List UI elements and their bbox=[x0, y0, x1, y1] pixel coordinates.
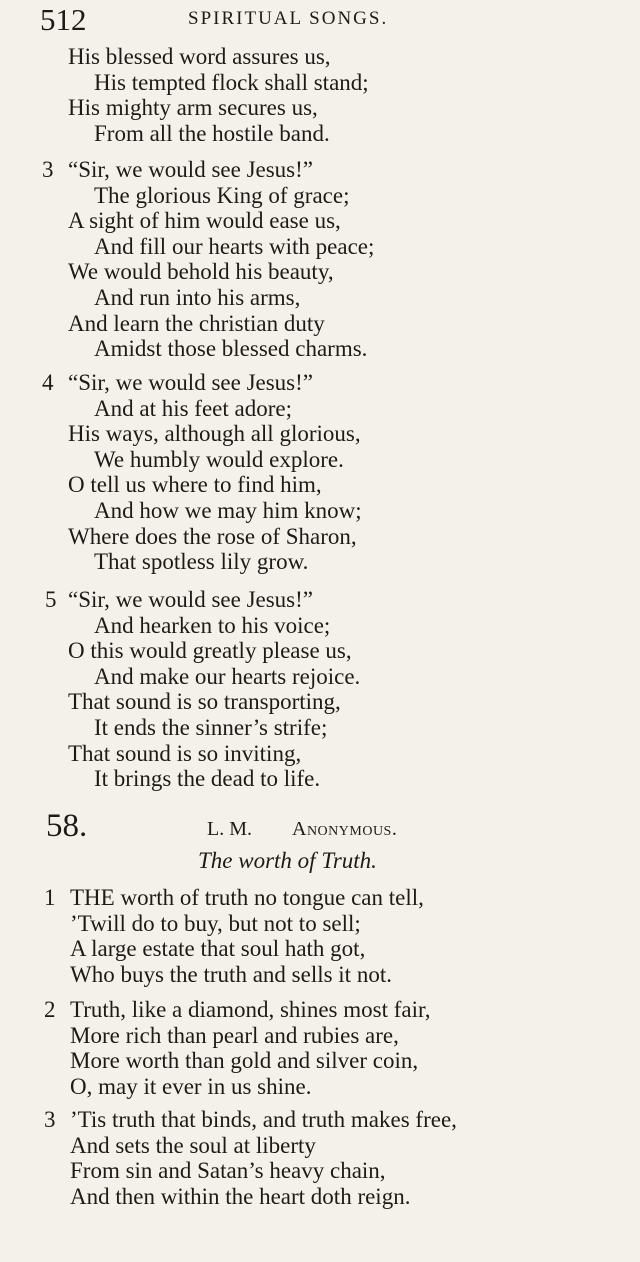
verse-line: More rich than pearl and rubies are, bbox=[70, 1022, 399, 1048]
verse-line: Truth, like a diamond, shines most fair, bbox=[70, 997, 431, 1022]
page-header bbox=[40, 2, 600, 38]
verse-line: ’Tis truth that binds, and truth makes free, bbox=[70, 1107, 457, 1132]
verse-line: And sets the soul at liberty bbox=[70, 1132, 316, 1158]
verse-line: His blessed word assures us, bbox=[68, 44, 331, 69]
verse-line: From all the hostile band. bbox=[94, 120, 330, 146]
verse-line: And run into his arms, bbox=[94, 284, 301, 310]
verse-line: That sound is so transporting, bbox=[68, 689, 341, 715]
verse-line: And hearken to his voice; bbox=[94, 612, 331, 638]
verse-line: And at his feet adore; bbox=[94, 395, 292, 421]
hymn-meter: L. M. bbox=[207, 818, 252, 840]
verse-line: The glorious King of grace; bbox=[94, 182, 350, 208]
verse-line: “Sir, we would see Jesus!” bbox=[68, 157, 313, 182]
verse-line: We would behold his beauty, bbox=[68, 259, 334, 285]
verse-line: ’Twill do to buy, but not to sell; bbox=[70, 910, 361, 936]
verse-line: “Sir, we would see Jesus!” bbox=[68, 587, 313, 612]
verse-line: Amidst those blessed charms. bbox=[94, 336, 368, 362]
verse-line: “Sir, we would see Jesus!” bbox=[68, 370, 313, 395]
verse-number: 1 bbox=[44, 885, 56, 910]
verse-line: And then within the heart doth reign. bbox=[70, 1183, 411, 1209]
verse-line: And make our hearts rejoice. bbox=[94, 663, 361, 689]
verse-line: From sin and Satan’s heavy chain, bbox=[70, 1158, 386, 1184]
verse-line: And learn the christian duty bbox=[68, 310, 325, 336]
running-title: SPIRITUAL SONGS. bbox=[188, 8, 389, 29]
verse-line: O, may it ever in us shine. bbox=[70, 1073, 312, 1099]
verse-number: 2 bbox=[44, 997, 56, 1022]
verse-line: His tempted flock shall stand; bbox=[94, 69, 369, 95]
verse-number: 4 bbox=[42, 370, 54, 395]
verse-number: 3 bbox=[44, 1107, 56, 1132]
verse-line: THE worth of truth no tongue can tell, bbox=[70, 885, 424, 910]
verse-line: A sight of him would ease us, bbox=[68, 208, 341, 234]
verse-line: We humbly would explore. bbox=[94, 446, 344, 472]
verse-line: Where does the rose of Sharon, bbox=[68, 523, 357, 549]
verse-line: That sound is so inviting, bbox=[68, 740, 302, 766]
verse-number: 5 bbox=[45, 587, 57, 612]
hymn-author: Anonymous. bbox=[292, 818, 398, 840]
verse-line: And how we may him know; bbox=[94, 497, 362, 523]
verse-number: 3 bbox=[42, 157, 54, 182]
page-number: 512 bbox=[40, 2, 87, 37]
verse-line: O this would greatly please us, bbox=[68, 638, 352, 664]
verse-line: His mighty arm secures us, bbox=[68, 95, 318, 121]
verse-line: O tell us where to find him, bbox=[68, 472, 322, 498]
verse-line: More worth than gold and silver coin, bbox=[70, 1048, 419, 1074]
verse-line: It brings the dead to life. bbox=[94, 766, 321, 792]
verse-line: And fill our hearts with peace; bbox=[94, 233, 375, 259]
hymn-number: 58. bbox=[46, 808, 88, 844]
hymn-title: The worth of Truth. bbox=[198, 848, 377, 873]
verse-line: That spotless lily grow. bbox=[94, 549, 309, 575]
verse-line: A large estate that soul hath got, bbox=[70, 936, 366, 962]
verse-line: It ends the sinner’s strife; bbox=[94, 714, 328, 740]
verse-line: Who buys the truth and sells it not. bbox=[70, 961, 392, 987]
verse-line: His ways, although all glorious, bbox=[68, 421, 361, 447]
